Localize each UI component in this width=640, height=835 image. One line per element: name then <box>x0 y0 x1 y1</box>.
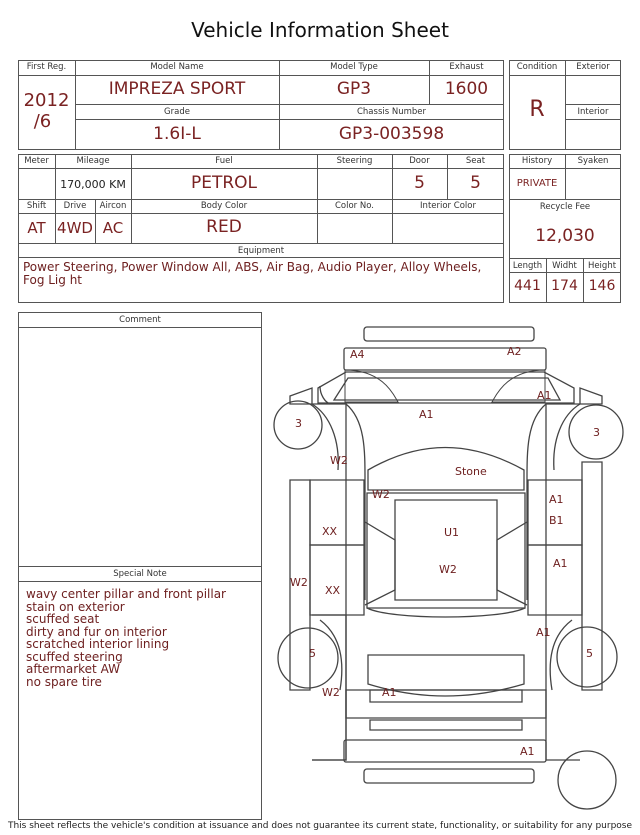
grade-value: 1.6I-L <box>153 124 201 144</box>
body-color-label: Body Color <box>200 201 248 211</box>
aircon-label: Aircon <box>99 201 127 211</box>
damage-mark-b1-right-door: B1 <box>549 514 564 527</box>
shift-value: AT <box>27 219 46 237</box>
body-color-value: RED <box>206 217 242 237</box>
first-reg-label: First Reg. <box>26 62 67 72</box>
special-note-item: stain on exterior <box>26 599 125 614</box>
width-label: Widht <box>552 261 577 271</box>
door-value: 5 <box>414 173 425 193</box>
damage-mark-w2-roof: W2 <box>439 563 457 576</box>
seat-label: Seat <box>465 156 486 166</box>
special-note-item: aftermarket AW <box>26 662 120 676</box>
condition-value: R <box>529 97 545 122</box>
special-note-item: dirty and fur on interior <box>26 624 167 639</box>
exhaust-label: Exhaust <box>449 62 484 72</box>
width-value: 174 <box>551 278 578 294</box>
damage-mark-a1-front-right: A1 <box>537 389 552 402</box>
interior-color-label: Interior Color <box>420 201 476 211</box>
damage-mark-w2-left-quarter: W2 <box>322 686 340 699</box>
damage-mark-a1-right-rear-door: A1 <box>553 557 568 570</box>
disclaimer-footer: This sheet reflects the vehicle's condition at issuance and does not guarantee its current state, functionality, or suitability for any purpose <box>7 821 633 831</box>
drive-value: 4WD <box>57 219 93 237</box>
chassis-value: GP3-003598 <box>338 124 445 144</box>
seat-value: 5 <box>470 173 481 193</box>
special-note-item: scuffed steering <box>26 649 123 664</box>
length-label: Length <box>512 261 543 271</box>
tire-mark-front-right: 3 <box>593 426 600 439</box>
exterior-label: Exterior <box>576 62 610 72</box>
grade-label: Grade <box>164 107 190 117</box>
sheet-title: Vehicle Information Sheet <box>191 18 449 42</box>
equipment-value: Power Steering, Power Window All, ABS, Air Bag, Audio Player, Alloy Wheels, Fog Lig ht <box>23 260 482 287</box>
damage-mark-w2-left-door: W2 <box>290 576 308 589</box>
first-reg-month: /6 <box>33 111 52 132</box>
color-no-label: Color No. <box>334 201 374 211</box>
special-note-item: scratched interior lining <box>26 637 170 651</box>
model-name-value: IMPREZA SPORT <box>108 79 246 99</box>
mileage-value: 170,000 KM <box>60 178 126 191</box>
damage-mark-xx-left-rear-door: XX <box>325 584 341 597</box>
damage-mark-a1-rear-bumper: A1 <box>520 745 535 758</box>
syaken-label: Syaken <box>577 156 609 166</box>
mileage-label: Mileage <box>76 156 110 166</box>
exhaust-value: 1600 <box>444 79 489 99</box>
damage-mark-a2: A2 <box>507 345 522 358</box>
chassis-label: Chassis Number <box>356 107 427 117</box>
special-note-item: no spare tire <box>26 674 102 689</box>
interior-label: Interior <box>577 107 609 117</box>
history-value: PRIVATE <box>516 178 558 189</box>
special-note-label: Special Note <box>113 569 167 579</box>
height-label: Height <box>587 261 617 271</box>
special-note-item: scuffed seat <box>26 612 100 626</box>
damage-mark-stone: Stone <box>455 465 487 478</box>
damage-mark-w2-left-fender: W2 <box>330 454 348 467</box>
recycle-fee-label: Recycle Fee <box>539 202 591 212</box>
damage-mark-w2-windshield: W2 <box>372 488 390 501</box>
model-type-value: GP3 <box>336 79 372 99</box>
damage-mark-xx-left-front-door: XX <box>322 525 338 538</box>
tire-mark-rear-right: 5 <box>586 647 593 660</box>
comment-label: Comment <box>119 315 161 325</box>
tire-mark-rear-left: 5 <box>309 647 316 660</box>
model-name-label: Model Name <box>150 62 204 72</box>
special-note-item: wavy center pillar and front pillar <box>26 587 226 601</box>
tire-mark-front-left: 3 <box>295 417 302 430</box>
recycle-fee-value: 12,030 <box>535 226 595 246</box>
shift-label: Shift <box>26 201 47 211</box>
first-reg-year: 2012 <box>23 90 70 111</box>
fuel-label: Fuel <box>215 156 233 166</box>
model-type-label: Model Type <box>330 62 378 72</box>
damage-mark-a1-rear-glass: A1 <box>382 686 397 699</box>
history-label: History <box>521 156 553 166</box>
equipment-label: Equipment <box>237 246 285 256</box>
steering-label: Steering <box>336 156 373 166</box>
damage-mark-a1-hood: A1 <box>419 408 434 421</box>
meter-label: Meter <box>24 156 49 166</box>
length-value: 441 <box>514 278 541 294</box>
damage-mark-a1-right-door: A1 <box>549 493 564 506</box>
damage-mark-a1-right-quarter: A1 <box>536 626 551 639</box>
special-note-list <box>26 588 258 688</box>
aircon-value: AC <box>102 219 124 237</box>
damage-mark-a4: A4 <box>350 348 365 361</box>
condition-label: Condition <box>516 62 558 72</box>
height-value: 146 <box>588 278 616 294</box>
damage-mark-u1-roof: U1 <box>444 526 460 539</box>
door-label: Door <box>409 156 430 166</box>
drive-label: Drive <box>63 201 87 211</box>
fuel-value: PETROL <box>190 173 258 193</box>
